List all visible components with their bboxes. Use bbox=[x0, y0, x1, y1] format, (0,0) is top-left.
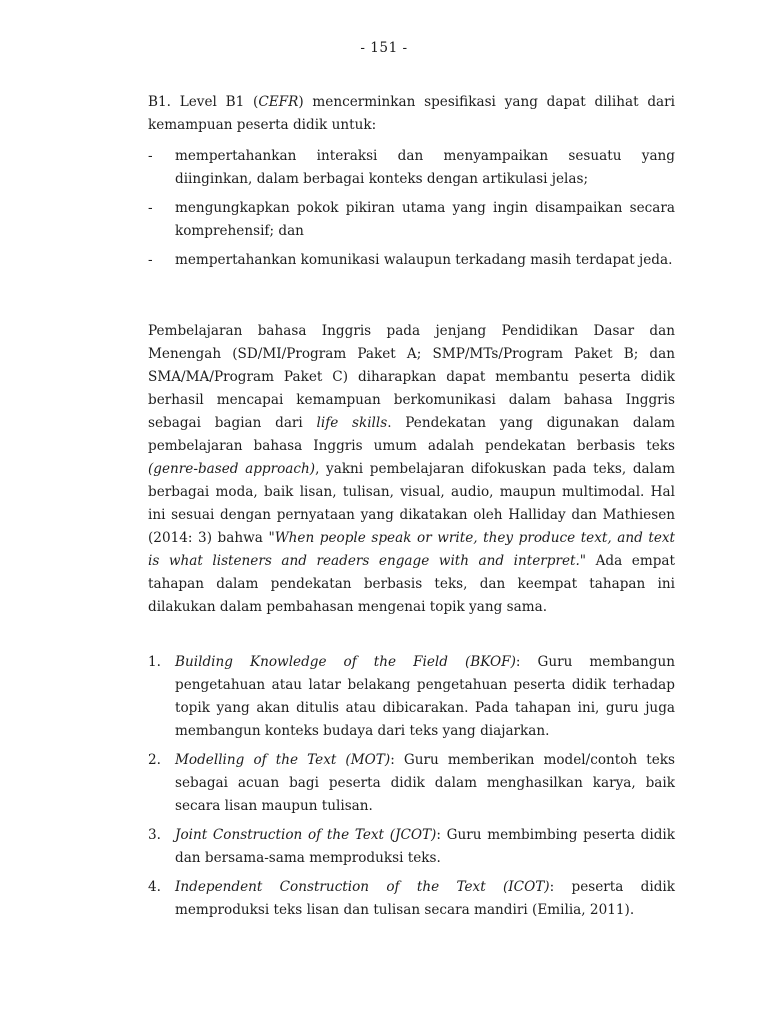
stage-item-icot bbox=[148, 876, 675, 922]
stage-number: 2. bbox=[148, 752, 161, 768]
bullet-text: mempertahankan komunikasi walaupun terkadang masih terdapat jeda. bbox=[175, 252, 673, 268]
stage-description: : peserta didik memproduksi teks lisan dan tulisan secara mandiri (Emilia, 2011). bbox=[175, 879, 675, 918]
halliday-quote: "When people speak or write, they produce text, and text is what listeners and readers engage with and interpret." bbox=[148, 530, 675, 569]
paragraph-text: Pembelajaran bahasa Inggris pada jenjang Pendidikan Dasar dan Menengah (SD/MI/Program Paket A; SMP/MTs/Program Paket B; dan SMA/MA/Program Paket C) diharapkan dapat membantu peserta didik berhasil mencapai kemampuan berkomunikasi dalam bahasa Inggris sebagai bagian dari bbox=[148, 323, 675, 431]
stage-term: Joint Construction of the Text (JCOT) bbox=[175, 827, 437, 843]
stage-term: Building Knowledge of the Field (BKOF) bbox=[175, 654, 516, 670]
stage-item-mot bbox=[148, 749, 675, 818]
bullet-dash: - bbox=[148, 200, 153, 216]
stage-term: Independent Construction of the Text (ICOT) bbox=[175, 879, 550, 895]
stage-number: 3. bbox=[148, 827, 161, 843]
bullet-text: mengungkapkan pokok pikiran utama yang ingin disampaikan secara komprehensif; dan bbox=[175, 200, 675, 239]
intro-paragraph bbox=[148, 91, 675, 137]
stage-number: 1. bbox=[148, 654, 161, 670]
bullet-item bbox=[148, 197, 675, 243]
bullet-item bbox=[148, 249, 675, 272]
main-paragraph bbox=[148, 320, 675, 619]
bullet-item bbox=[148, 145, 675, 191]
genre-term: (genre-based approach) bbox=[148, 461, 316, 477]
stage-item-bkof bbox=[148, 651, 675, 743]
intro-suffix: ) mencerminkan spesifikasi yang dapat dilihat dari kemampuan peserta didik untuk: bbox=[148, 94, 675, 133]
bullet-text: mempertahankan interaksi dan menyampaikan sesuatu yang diinginkan, dalam berbagai konteks dengan artikulasi jelas; bbox=[175, 148, 675, 187]
paragraph-text: Ada empat tahapan dalam pendekatan berbasis teks, dan keempat tahapan ini dilakukan dalam pembahasan mengenai topik yang sama. bbox=[148, 553, 675, 615]
bullet-list bbox=[148, 145, 675, 278]
life-skills-term: life skills bbox=[316, 415, 388, 431]
stage-number: 4. bbox=[148, 879, 161, 895]
bullet-dash: - bbox=[148, 148, 153, 164]
stage-description: : Guru membangun pengetahuan atau latar belakang pengetahuan peserta didik terhadap topik yang akan ditulis atau dibicarakan. Pada tahapan ini, guru juga membangun konteks budaya dari teks yang diajarkan. bbox=[175, 654, 676, 739]
stage-list bbox=[148, 651, 675, 928]
stage-item-jcot bbox=[148, 824, 675, 870]
intro-prefix: B1. Level B1 ( bbox=[148, 94, 259, 110]
stage-term: Modelling of the Text (MOT) bbox=[175, 752, 391, 768]
stage-description: : Guru membimbing peserta didik dan bersama-sama memproduksi teks. bbox=[175, 827, 676, 866]
cefr-term: CEFR bbox=[258, 94, 299, 110]
bullet-dash: - bbox=[148, 252, 153, 268]
page-number: - 151 - bbox=[360, 40, 408, 56]
paragraph-text: , yakni pembelajaran difokuskan pada teks, dalam berbagai moda, baik lisan, tulisan, visual, audio, maupun multimodal. Hal ini sesuai dengan pernyataan yang dikatakan oleh Halliday dan Mathiesen (2014: 3) bahwa bbox=[148, 461, 675, 546]
paragraph-text: . Pendekatan yang digunakan dalam pembelajaran bahasa Inggris umum adalah pendekatan berbasis teks bbox=[148, 415, 676, 454]
stage-description: : Guru memberikan model/contoh teks sebagai acuan bagi peserta didik dalam menghasilkan karya, baik secara lisan maupun tulisan. bbox=[175, 752, 675, 814]
